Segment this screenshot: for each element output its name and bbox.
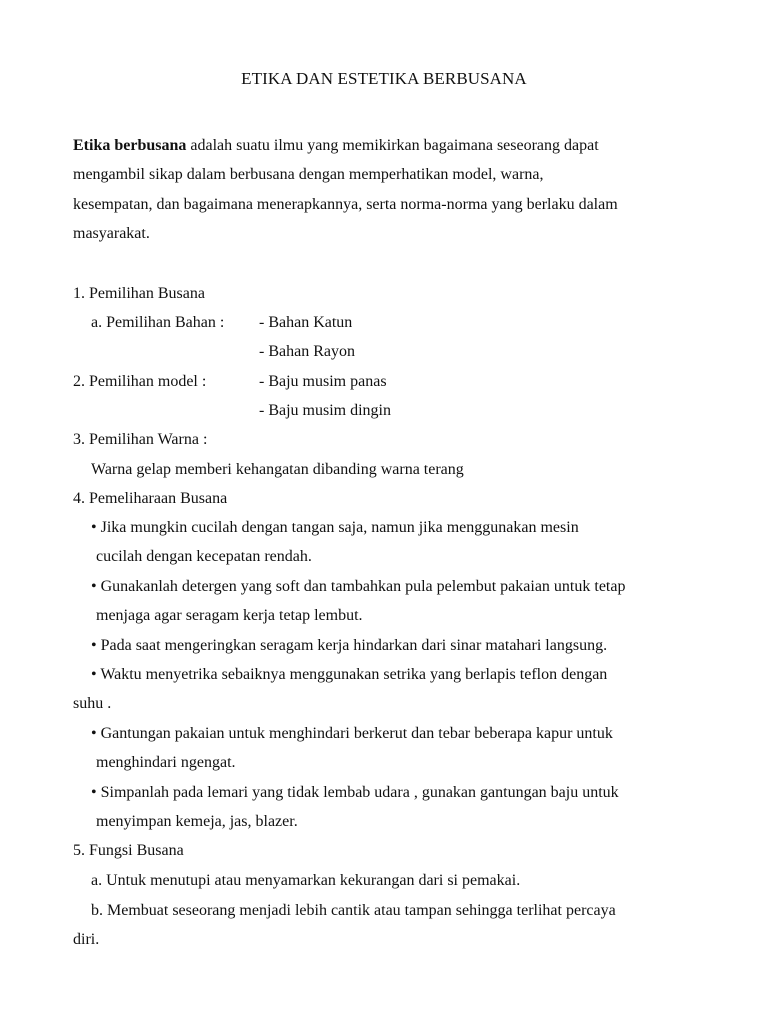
section-3-text: Warna gelap memberi kehangatan dibanding warna terang [91, 461, 464, 478]
bullet-4-line-2: suhu . [73, 695, 112, 712]
section-5-item-b-line-1: b. Membuat seseorang menjadi lebih cantik atau tampan sehingga terlihat percaya [91, 902, 616, 919]
section-3-heading: 3. Pemilihan Warna : [73, 431, 208, 448]
list-item: - Bahan Katun [259, 314, 353, 331]
section-2-heading: 2. Pemilihan model : [73, 373, 207, 390]
intro-line-4: masyarakat. [73, 225, 150, 242]
bullet-1-line-1: • Jika mungkin cucilah dengan tangan saja, namun jika menggunakan mesin [91, 519, 579, 536]
bullet-2-line-1: • Gunakanlah detergen yang soft dan tambahkan pula pelembut pakaian untuk tetap [91, 578, 626, 595]
section-4-heading: 4. Pemeliharaan Busana [73, 490, 228, 507]
bullet-6-line-1: • Simpanlah pada lemari yang tidak lembab udara , gunakan gantungan baju untuk [91, 784, 619, 801]
bullet-4-line-1: • Waktu menyetrika sebaiknya menggunakan setrika yang berlapis teflon dengan [91, 666, 608, 683]
bullet-1-line-2: cucilah dengan kecepatan rendah. [96, 548, 312, 565]
bullet-5-line-2: menghindari ngengat. [96, 754, 236, 771]
intro-line-1 [73, 136, 599, 156]
bullet-2-line-2: menjaga agar seragam kerja tetap lembut. [96, 607, 363, 624]
section-5-item-b-line-2: diri. [73, 931, 100, 948]
section-1-sub-a: a. Pemilihan Bahan : [91, 314, 225, 331]
bullet-5-line-1: • Gantungan pakaian untuk menghindari berkerut dan tebar beberapa kapur untuk [91, 725, 613, 742]
section-5-heading: 5. Fungsi Busana [73, 842, 184, 859]
list-item: - Baju musim panas [259, 373, 387, 390]
list-item: - Baju musim dingin [259, 402, 391, 419]
section-1-heading: 1. Pemilihan Busana [73, 285, 205, 302]
intro-line-1-text: adalah suatu ilmu yang memikirkan bagaimana seseorang dapat [186, 137, 599, 154]
intro-term: Etika berbusana [73, 137, 187, 154]
list-item: - Bahan Rayon [259, 343, 355, 360]
intro-line-2: mengambil sikap dalam berbusana dengan memperhatikan model, warna, [73, 166, 544, 183]
document-title: ETIKA DAN ESTETIKA BERBUSANA [241, 69, 527, 88]
bullet-6-line-2: menyimpan kemeja, jas, blazer. [96, 813, 298, 830]
intro-line-3: kesempatan, dan bagaimana menerapkannya, serta norma-norma yang berlaku dalam [73, 196, 618, 213]
bullet-3-line-1: • Pada saat mengeringkan seragam kerja hindarkan dari sinar matahari langsung. [91, 637, 608, 654]
section-5-item-a: a. Untuk menutupi atau menyamarkan kekurangan dari si pemakai. [91, 872, 521, 889]
